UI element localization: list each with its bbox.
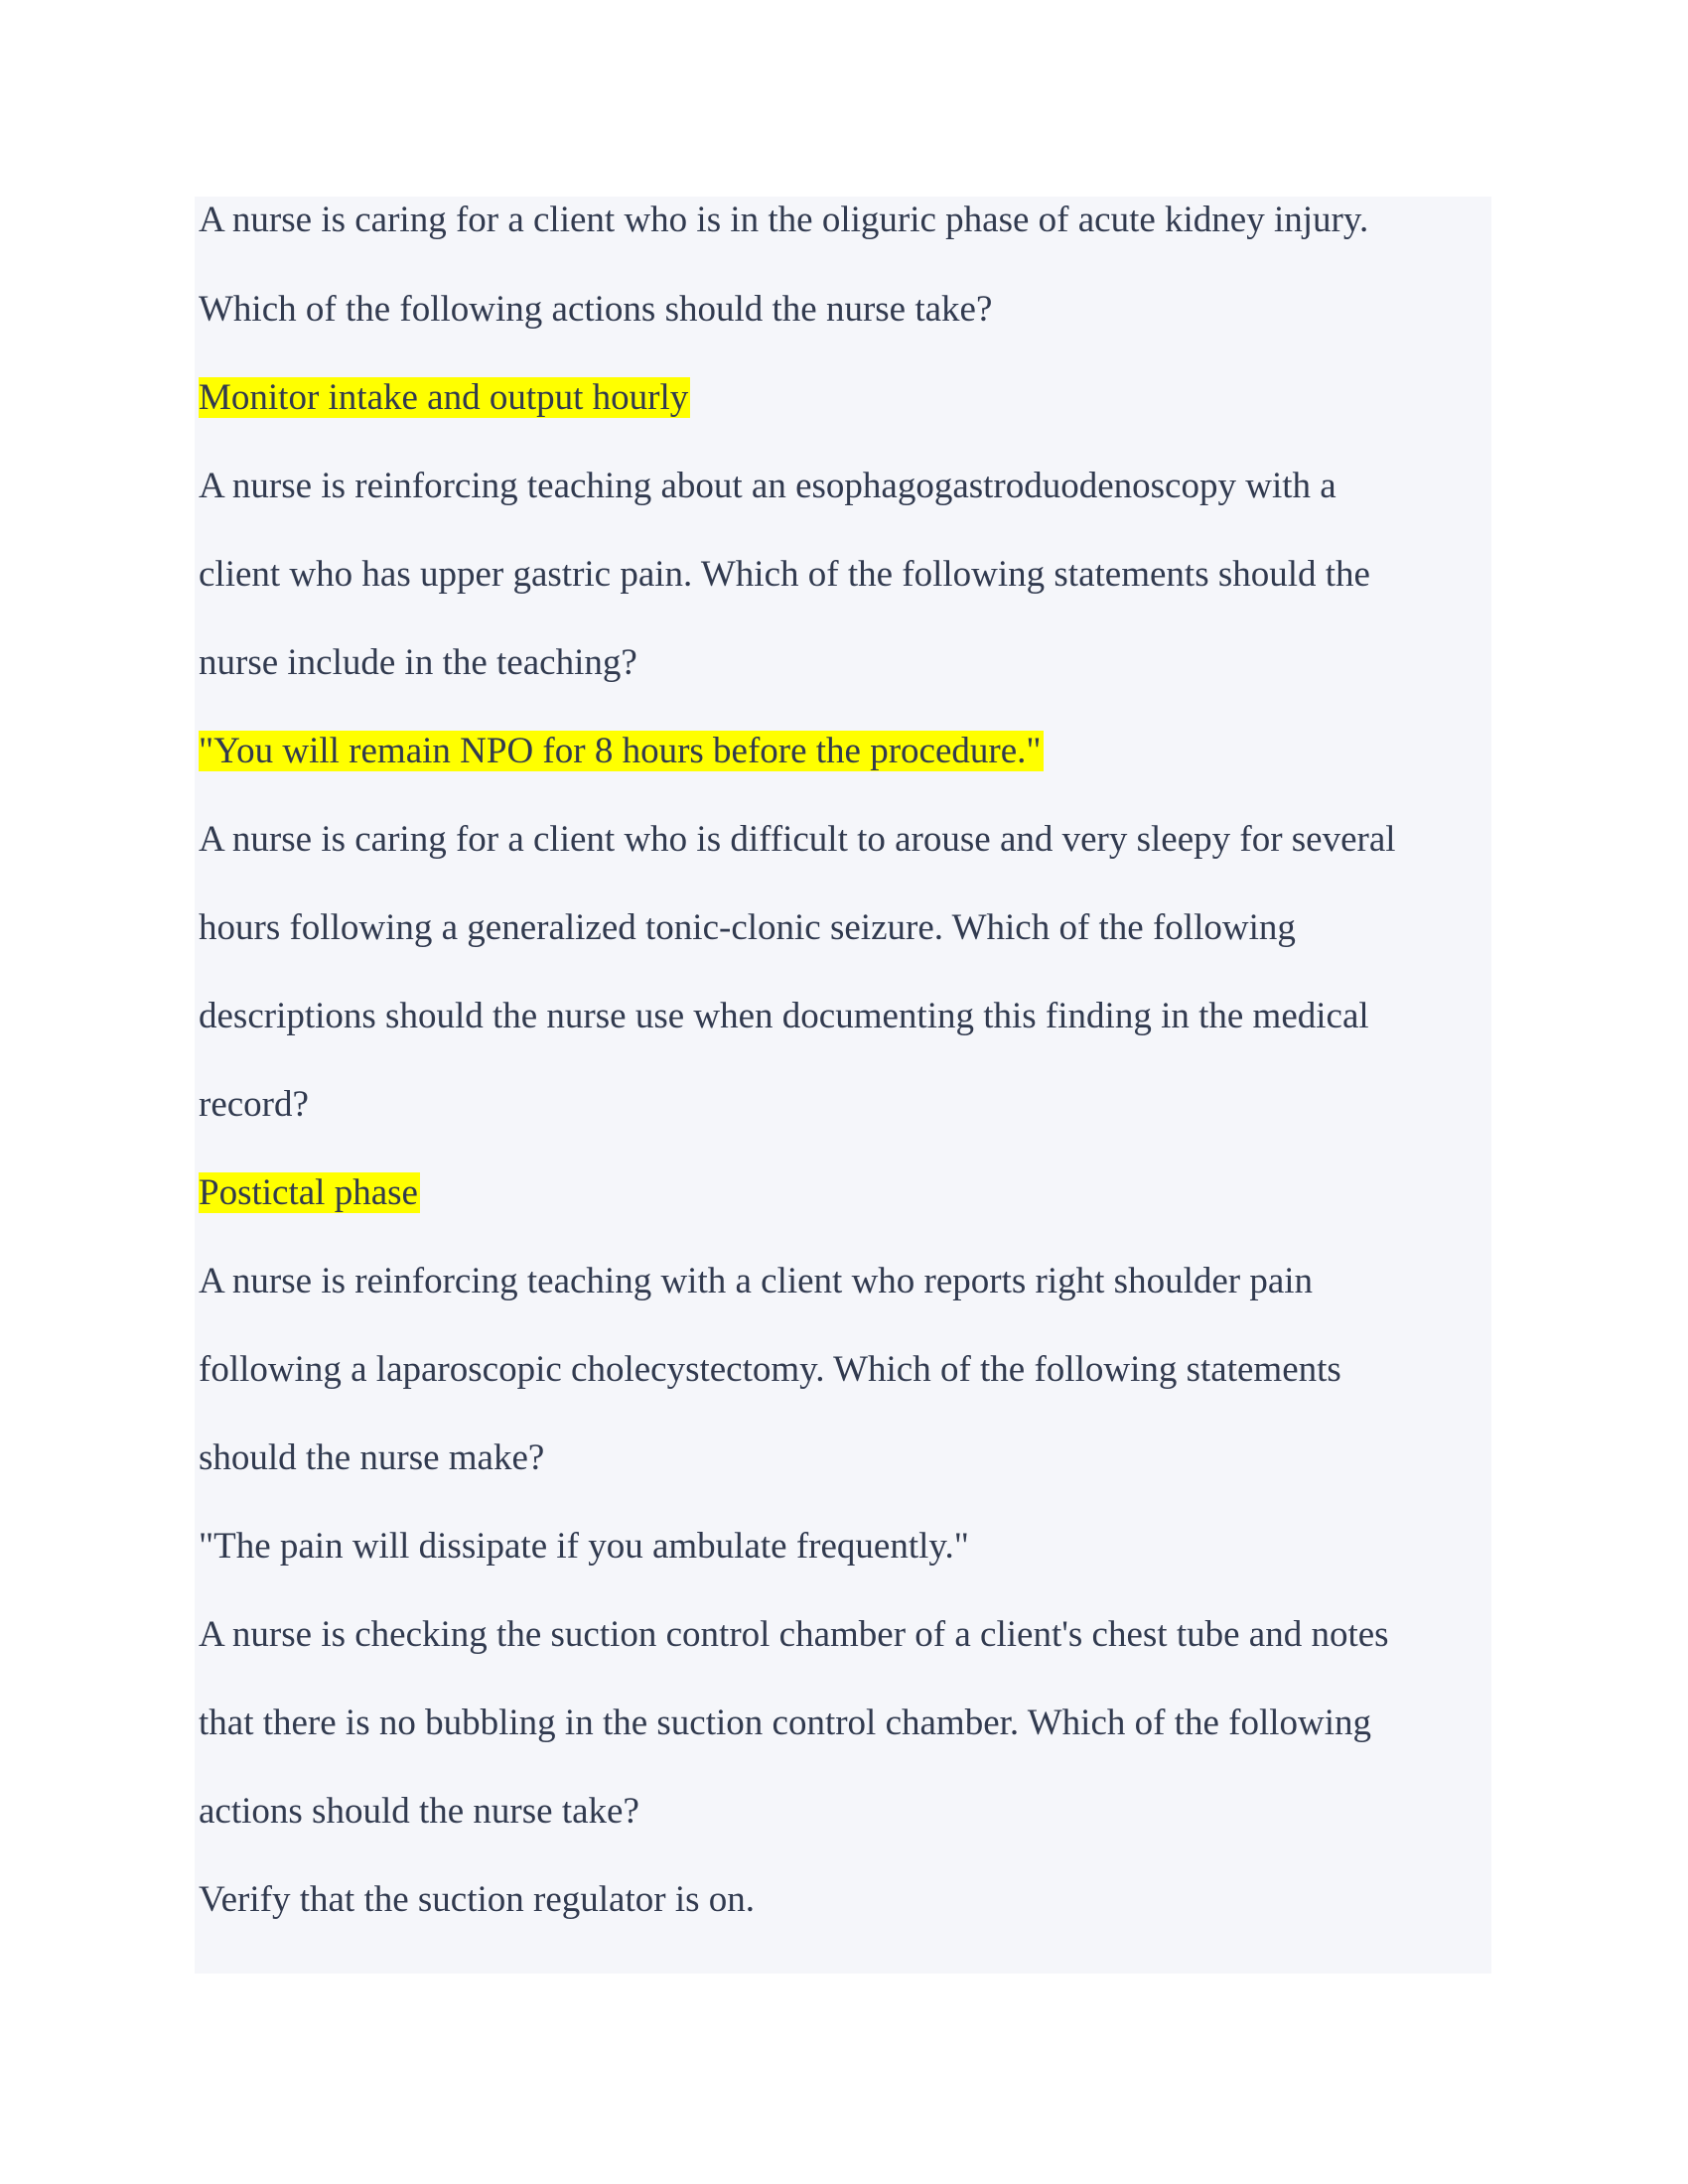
question-3-line-4: record? [199,1084,309,1125]
answer-4: "The pain will dissipate if you ambulate frequently." [199,1526,969,1567]
answer-1 [199,374,690,422]
answer-1-highlight: Monitor intake and output hourly [199,377,689,418]
answer-5: Verify that the suction regulator is on. [199,1879,756,1920]
answer-3-highlight: Postictal phase [199,1172,418,1213]
question-2-line-3: nurse include in the teaching? [199,642,637,683]
answer-2-highlight: "You will remain NPO for 8 hours before the procedure." [199,731,1042,771]
question-3-line-1: A nurse is caring for a client who is difficult to arouse and very sleepy for several [199,819,1396,860]
question-1-line-1: A nurse is caring for a client who is in the oliguric phase of acute kidney injury. [199,200,1369,240]
question-5-line-1: A nurse is checking the suction control chamber of a client's chest tube and notes [199,1614,1389,1655]
question-4-line-2: following a laparoscopic cholecystectomy. Which of the following statements [199,1349,1341,1390]
question-2-line-2: client who has upper gastric pain. Which of the following statements should the [199,554,1370,595]
question-4-line-3: should the nurse make? [199,1437,545,1478]
answer-3 [199,1169,420,1217]
question-3-line-2: hours following a generalized tonic-clonic seizure. Which of the following [199,907,1296,948]
question-4-line-1: A nurse is reinforcing teaching with a client who reports right shoulder pain [199,1261,1314,1301]
question-5-line-3: actions should the nurse take? [199,1791,639,1832]
question-1-line-2: Which of the following actions should the nurse take? [199,289,993,330]
question-5-line-2: that there is no bubbling in the suction control chamber. Which of the following [199,1703,1372,1743]
document-text-block [195,197,1491,1974]
question-3-line-3: descriptions should the nurse use when documenting this finding in the medical [199,996,1369,1036]
question-2-line-1: A nurse is reinforcing teaching about an esophagogastroduodenoscopy with a [199,466,1336,506]
answer-2 [199,728,1044,775]
